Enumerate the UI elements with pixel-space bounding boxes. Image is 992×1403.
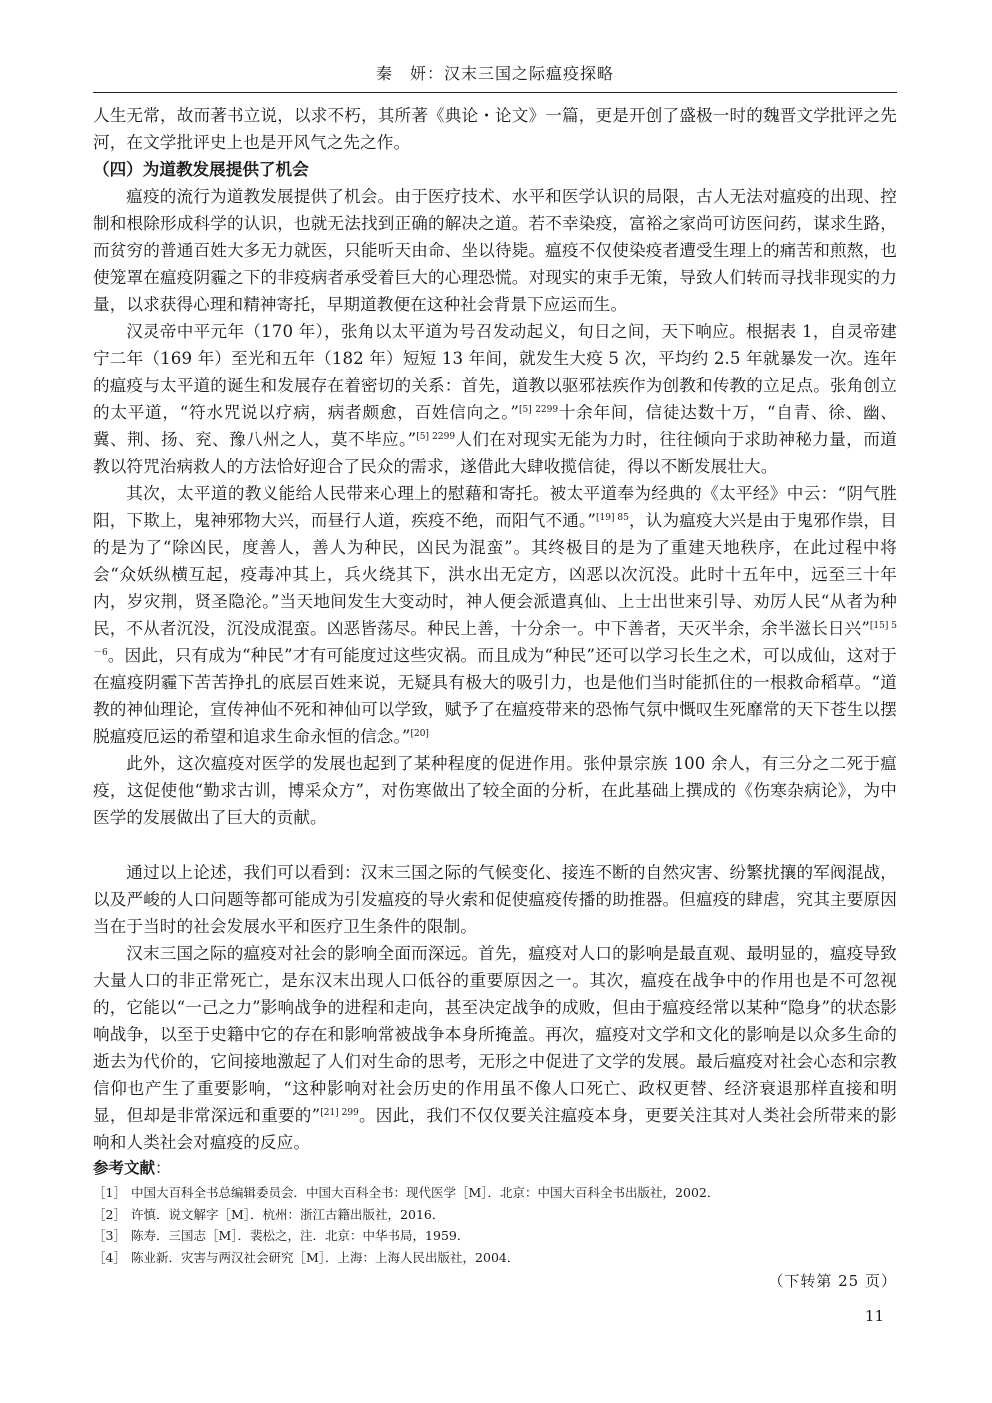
text-run: 汉末三国之际的瘟疫对社会的影响全面而深远。首先，瘟疫对人口的影响是最直观、最明显的，瘟疫导致大量人口的非正常死亡，是东汉末出现人口低谷的重要原因之一。其次，瘟疫在战争中的作用也是不可忽视的，它能以“一己之力”影响战争的进程和走向，甚至决定战争的成败，但由于瘟疫经常以某种“隐身”的状态影响战争，以至于史籍中它的存在和影响常被战争本身所掩盖。再次，瘟疫对文学和文化的影响是以众多生命的逝去为代价的，它间接地激起了人们对生命的思考，无形之中促进了文学的发展。最后瘟疫对社会心态和宗教信仰也产生了重要影响，“这种影响对社会历史的作用虽不像人口死亡、政权更替、经济衰退那样直接和明显，但却是非常深远和重要的” [93,944,897,1125]
citation-ref: [15] 5－6 [93,621,897,658]
references-title [93,1156,897,1180]
reference-text: 许慎．说文解字［M］．杭州：浙江古籍出版社，2016． [131,1206,445,1222]
reference-number: ［3］ [93,1228,126,1243]
citation-ref: [5] 2299 [518,405,559,415]
reference-number: ［4］ [93,1249,126,1265]
text-run: 十余年间，信徒达数十万，“自青、徐、幽、冀、荆、扬、兖、豫八州之人，莫不毕应。” [93,403,898,449]
paragraph-medicine: 此外，这次瘟疫对医学的发展也起到了某种程度的促进作用。张仲景宗族 100 余人，有三分之二死于瘟疫，这促使他“勤求古训，博采众方”，对伤寒做出了较全面的分析，在此基础上撰成的《伤寒杂病论》，为中医学的发展做出了巨大的贡献。 [93,754,897,827]
section-heading: （四）为道教发展提供了机会 [93,160,309,179]
continued-note: （下转第 25 页） [768,1272,897,1290]
section-gap [93,831,897,859]
reference-item [93,1204,897,1226]
paragraph-continued: 人生无常，故而著书立说，以求不朽，其所著《典论・论文》一篇，更是开创了盛极一时的魏晋文学批评之先河，在文学批评史上也是开风气之先之作。 [93,106,897,152]
reference-number: ［1］ [93,1185,126,1200]
reference-number: ［2］ [93,1206,126,1222]
reference-item [93,1182,897,1204]
references-title-colon: ： [155,1159,171,1177]
citation-ref: [20] [410,729,429,739]
references-title-text: 参考文献 [93,1159,156,1177]
text-run: ，认为瘟疫大兴是由于鬼邪作祟，目的是为了“除凶民，度善人，善人为种民，凶民为混蛮”。其终极目的是为了重建天地秩序，在此过程中将会“众妖纵横互起，疫毒冲其上，兵火绕其下，洪水出无定方，凶恶以次沉没。此时十五年中，远至三十年内，岁灾荆，贤圣隐沦。”当天地间发生大变动时，神人便会派遣真仙、上士出世来引导、劝厉人民“从者为种民，不从者沉没，沉没成混蛮。凶恶皆荡尽。种民上善，十分余一。中下善者，天灭半余，余半滋长日兴” [93,511,897,638]
references-section [93,1156,897,1268]
text-run: 。因此，只有成为“种民”才有可能度过这些灾祸。而且成为“种民”还可以学习长生之术，可以成仙，这对于在瘟疫阴霾下苦苦挣扎的底层百姓来说，无疑具有极大的吸引力，也是他们当时能抓住的一根救命稻草。“道教的神仙理论，宣传神仙不死和神仙可以学致，赋予了在瘟疫带来的恐怖气氛中慨叹生死靡常的天下苍生以摆脱瘟疫厄运的希望和追求生命永恒的信念。” [93,646,897,746]
text-run: 汉灵帝中平元年（170 年），张角以太平道为号召发动起义，旬日之间，天下响应。根据表 1，自灵帝建宁二年（169 年）至光和五年（182 年）短短 13 年间，就发生大疫 5 次，平均约 2.5 年就暴发一次。连年的瘟疫与太平道的诞生和发展存在着密切的关系：首先，道教以驱邪祛疾作为创教和传教的立足点。张角创立的太平道，“符水咒说以疗病，病者颇愈，百姓信向之。” [93,322,897,422]
reference-item [93,1247,897,1269]
text-run: 。因此，我们不仅仅要关注瘟疫本身，更要关注其对人类社会所带来的影响和人类社会对瘟疫的反应。 [93,1106,898,1152]
page-number: 11 [864,1307,884,1325]
header-rule [93,92,897,93]
paragraph-conclusion-2 [93,940,897,1156]
running-header: 秦 妍：汉末三国之际瘟疫探略 [375,64,614,83]
citation-ref: [5] 2299 [416,432,456,442]
citation-ref: [21] 299 [320,1108,359,1118]
paragraph-taiping-jing [93,480,897,750]
text-run: 人们在对现实无能为力时，往往倾向于求助神秘力量，而道教以符咒治病救人的方法恰好迎合了民众的需求，遂借此大肆收揽信徒，得以不断发展壮大。 [93,430,897,476]
reference-text: 陈寿．三国志［M］．裴松之，注．北京：中华书局，1959． [131,1228,470,1243]
reference-text: 中国大百科全书总编辑委员会．中国大百科全书：现代医学［M］．北京：中国大百科全书出版社，2002． [131,1185,720,1200]
article-body [93,102,897,1156]
paragraph-taiping-dao [93,318,897,480]
paragraph-taoism-intro: 瘟疫的流行为道教发展提供了机会。由于医疗技术、水平和医学认识的局限，古人无法对瘟疫的出现、控制和根除形成科学的认识，也就无法找到正确的解决之道。若不幸染疫，富裕之家尚可访医问药，谋求生路，而贫穷的普通百姓大多无力就医，只能听天由命、坐以待毙。瘟疫不仅使染疫者遭受生理上的痛苦和煎熬，也使笼罩在瘟疫阴霾之下的非疫病者承受着巨大的心理恐慌。对现实的束手无策，导致人们转而寻找非现实的力量，以求获得心理和精神寄托，早期道教便在这种社会背景下应运而生。 [93,187,897,314]
reference-item [93,1225,897,1247]
citation-ref: [19] 85 [596,513,629,523]
reference-text: 陈业新．灾害与两汉社会研究［M］．上海：上海人民出版社，2004． [131,1249,520,1265]
paragraph-conclusion-1: 通过以上论述，我们可以看到：汉末三国之际的气候变化、接连不断的自然灾害、纷繁扰攘的军阀混战，以及严峻的人口问题等都可能成为引发瘟疫的导火索和促使瘟疫传播的助推器。但瘟疫的肆虐，究其主要原因当在于当时的社会发展水平和医疗卫生条件的限制。 [93,863,897,936]
text-run: 其次，太平道的教义能给人民带来心理上的慰藉和寄托。被太平道奉为经典的《太平经》中云：“阴气胜阳，下欺上，鬼神邪物大兴，而昼行人道，疾疫不绝，而阳气不通。” [93,484,897,530]
